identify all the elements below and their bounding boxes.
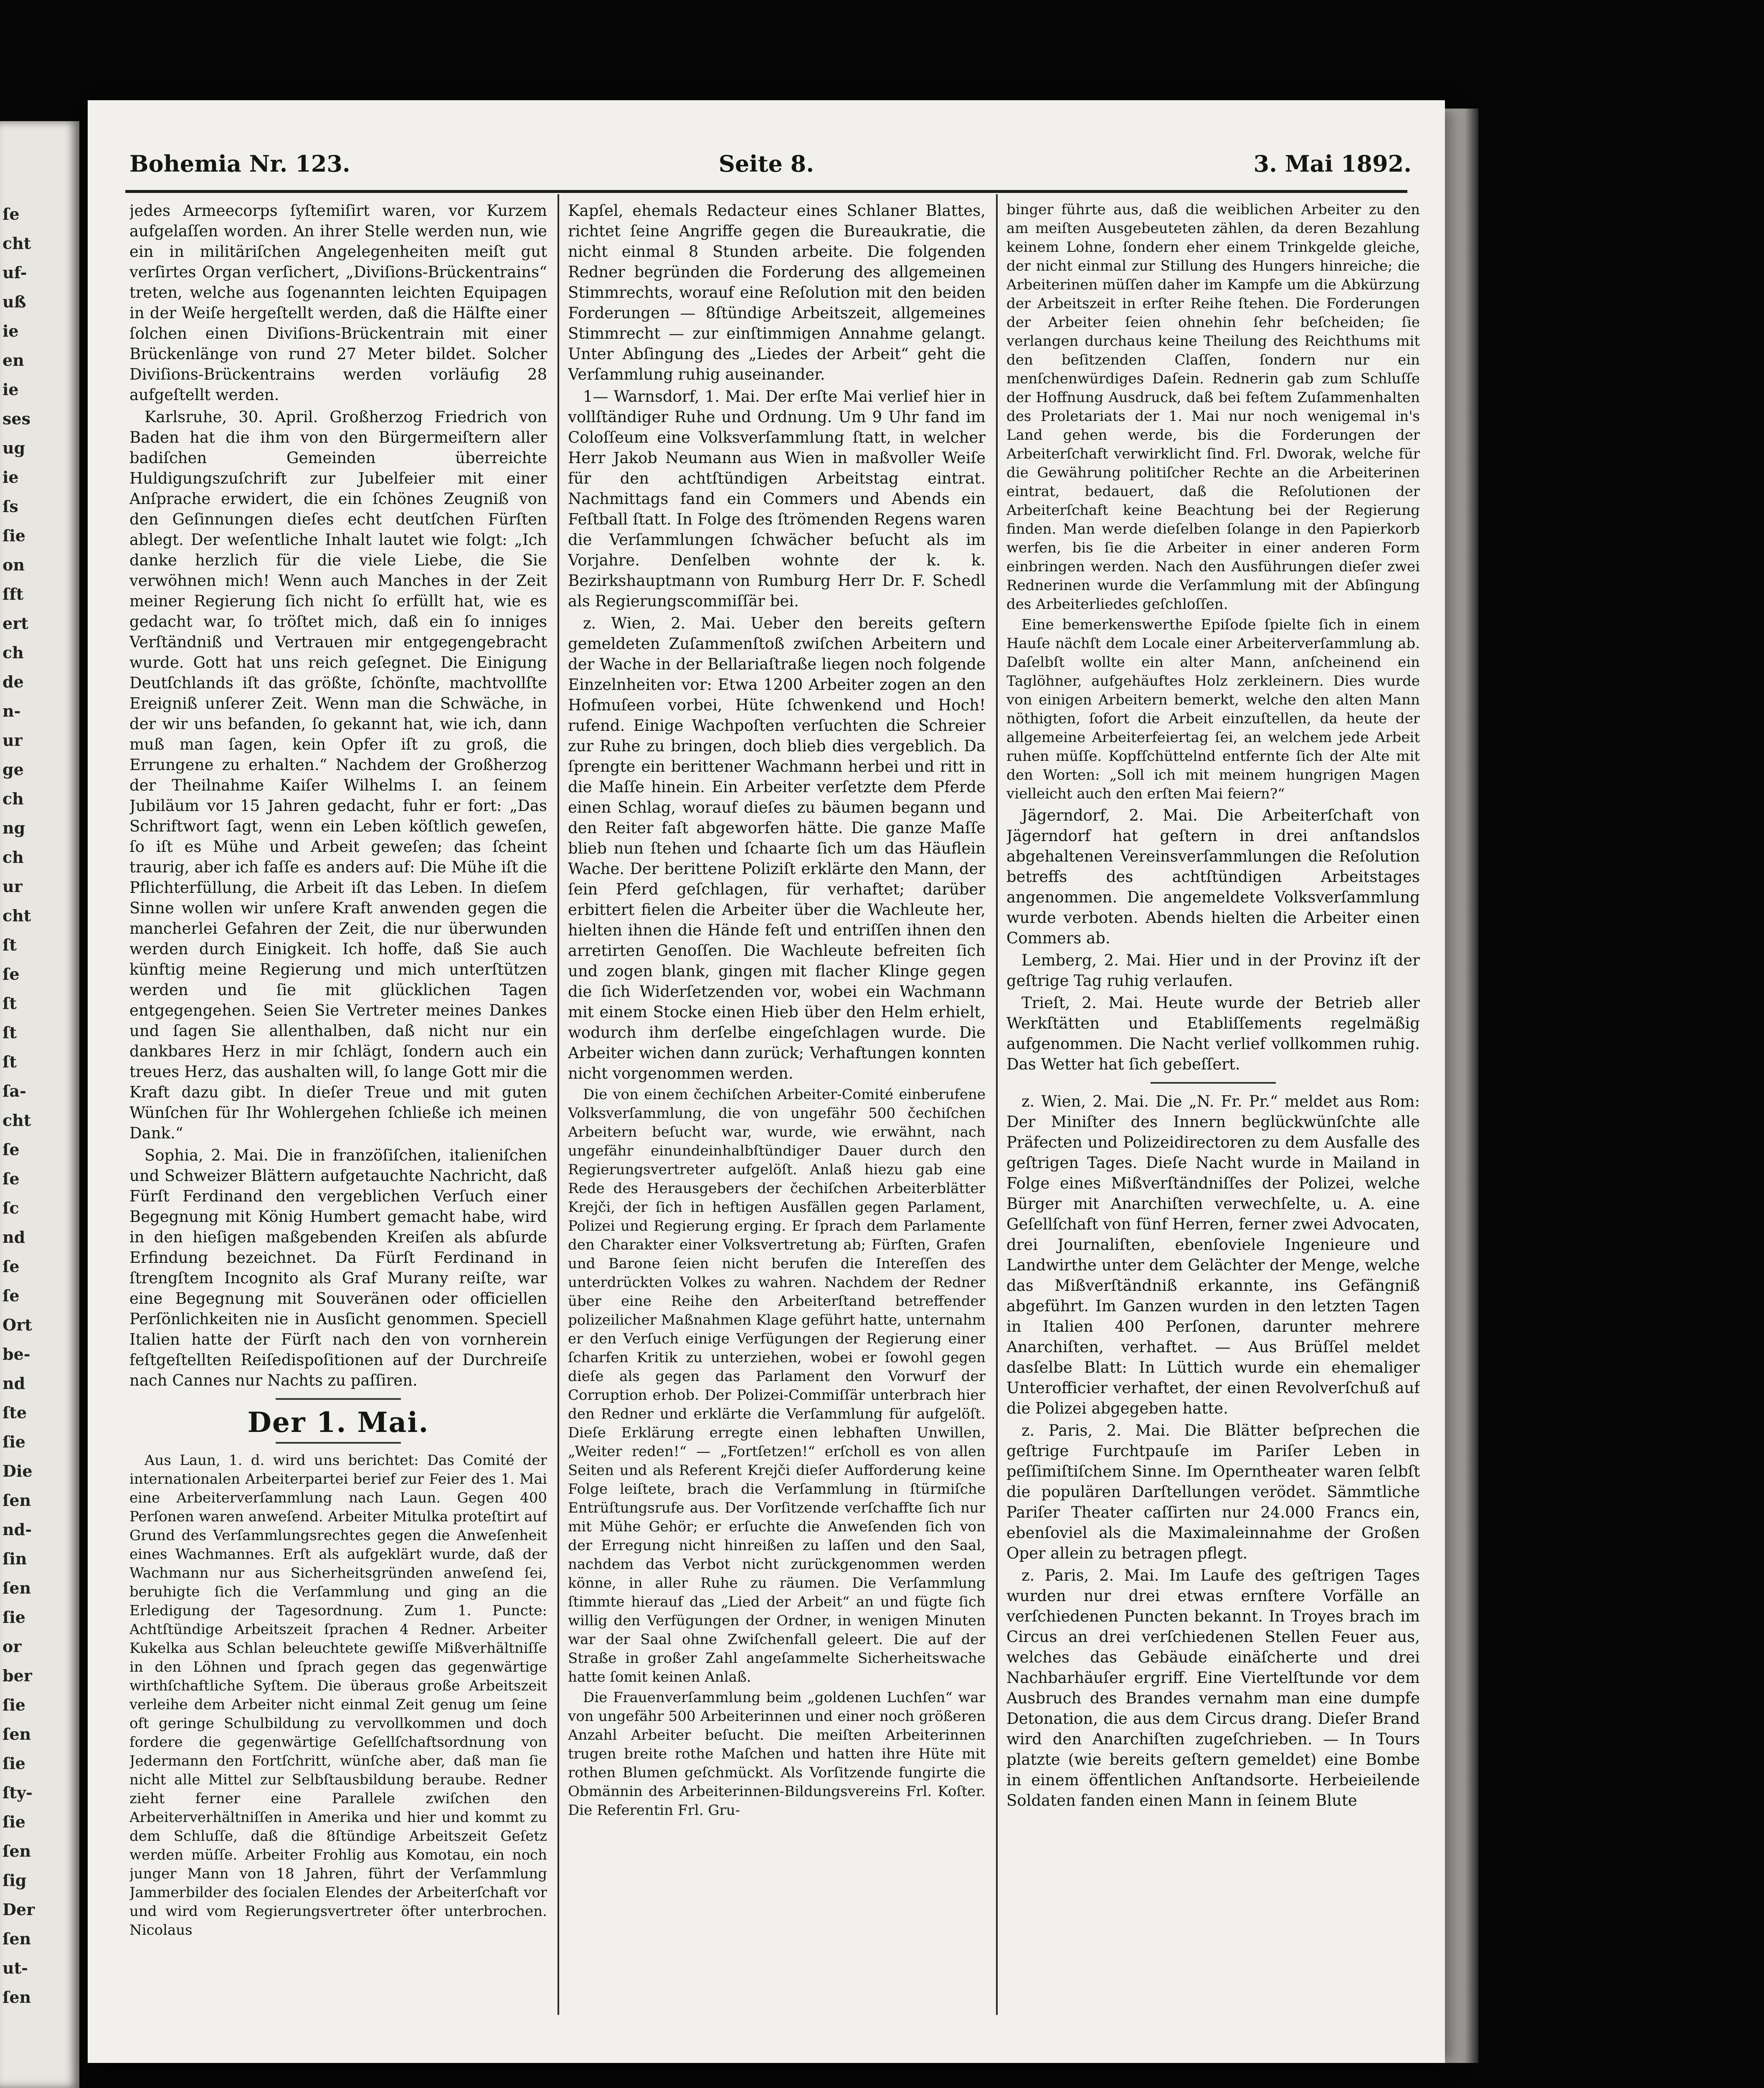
adjacent-page-text: en [3, 351, 24, 370]
article-paragraph: z. Wien, 2. Mai. Die „N. Fr. Pr.“ meldet aus Rom: Der Miniſter des Innern beglückwünſchte alle Präfecten und Polizeidirectoren zu dem Ausfalle des geſtrigen Tages. Dieſe Nacht wurde in Mailand in Folge eines Mißverſtändniſſes der Polizei, welche Bürger mit Anarchiſten verwechſelte, u. A. eine Geſellſchaft von fünf Herren, ferner zwei Advocaten, drei Journaliſten, ebenſoviele Ingenieure und Landwirthe unter dem Gelächter der Menge, welche das Mißverſtändniß erkannte, ins Gefängniß abgeführt. Im Ganzen wurden in den letzten Tagen in Italien 400 Perſonen, darunter mehrere Anarchiſten, verhaftet. — Aus Brüſſel meldet dasſelbe Blatt: In Lüttich wurde ein ehemaliger Unterofficier verhaftet, der einen Revolverſchuß auf die Polizei abgegeben hatte. [1006, 1092, 1420, 1417]
page-header [121, 150, 1412, 188]
adjacent-page-text: ſen [3, 1491, 31, 1510]
adjacent-page-text: ſen [3, 1929, 31, 1948]
adjacent-page-text: ſt [3, 1023, 17, 1042]
adjacent-page-text: ch [3, 643, 24, 662]
page-number: Seite 8. [718, 150, 814, 177]
adjacent-page-text: ſie [3, 1608, 25, 1627]
adjacent-page-text: ſie [3, 1432, 25, 1451]
adjacent-page-text: ſty- [3, 1783, 33, 1802]
adjacent-page-text: ſe [3, 1169, 20, 1188]
adjacent-page-text: Ort [3, 1315, 32, 1334]
adjacent-page-text: Der [3, 1900, 35, 1919]
article-paragraph: Lemberg, 2. Mai. Hier und in der Provinz iſt der geſtrige Tag ruhig verlaufen. [1006, 951, 1420, 990]
column-3 [1006, 200, 1420, 2009]
adjacent-page-text: be- [3, 1345, 30, 1363]
adjacent-page-text: cht [3, 234, 31, 253]
adjacent-page-edge [0, 121, 79, 2088]
adjacent-page-text: uß [3, 292, 26, 311]
adjacent-page-text: ſt [3, 994, 17, 1013]
adjacent-page-text: ie [3, 322, 19, 340]
adjacent-page-text: ch [3, 848, 24, 867]
adjacent-page-text: nd [3, 1228, 25, 1247]
article-paragraph: Aus Laun, 1. d. wird uns berichtet: Das Comité der internationalen Arbeiterpartei berief zur Feier des 1. Mai eine Arbeiterverſammlung nach Laun. Gegen 400 Perſonen waren anweſend. Arbeiter Mitulka proteſtirt auf Grund des Verſammlungsrechtes gegen die Anweſenheit eines Wachmannes. Erſt als aufgeklärt wurde, daß der Wachmann nur aus Sicherheitsgründen anweſend ſei, beruhigte ſich die Verſammlung und ging an die Erledigung der Tagesordnung. Zum 1. Puncte: Achtſtündige Arbeitszeit ſprachen 4 Redner. Arbeiter Kukelka aus Schlan beleuchtete gewiſſe Mißverhältniſſe in den Löhnen und ſprach gegen das gegenwärtige wirthſchaftliche Syſtem. Die überaus große Arbeitszeit verleihe dem Arbeiter nicht einmal Zeit genug um ſeine oft geringe Schulbildung zu vervollkommen und doch fordere die gegenwärtige Geſellſchaftsordnung von Jedermann den Fortſchritt, wünſche aber, daß man ſie nicht alle Mittel zur Selbſtausbildung beraube. Redner zieht ferner eine Parallele zwiſchen den Arbeiterverhältniſſen in Amerika und hier und kommt zu dem Schluſſe, daß die 8ſtündige Arbeitszeit Geſetz werden müſſe. Arbeiter Frohlig aus Komotau, ein noch junger Mann von 18 Jahren, führt der Verſammlung Jammerbilder des ſocialen Elendes der Arbeiterſchaft vor und wird vom Regierungsvertreter öfter unterbrochen. Nicolaus [129, 1452, 547, 1938]
adjacent-page-text: ſe [3, 1140, 20, 1159]
article-paragraph: Eine bemerkenswerthe Epiſode ſpielte ſich in einem Hauſe nächſt dem Locale einer Arbeiterverſammlung ab. Daſelbſt wollte ein alter Mann, anſcheinend ein Taglöhner, aufgehäuftes Holz zerkleinern. Dies wurde von einigen Arbeitern bemerkt, welche den alten Mann nöthigten, ſofort die Arbeit einzuſtellen, da heute der allgemeine Arbeiterfeiertag ſei, an welchem jede Arbeit ruhen müſſe. Kopfſchüttelnd entfernte ſich der Alte mit den Worten: „Soll ich mit meinem hungrigen Magen vielleicht auch den erſten Mai feiern?“ [1006, 616, 1420, 802]
adjacent-page-text: n- [3, 702, 21, 720]
article-paragraph: Die Frauenverſammlung beim „goldenen Luchſen“ war von ungefähr 500 Arbeiterinnen und einer noch größeren Anzahl Arbeiter beſucht. Die meiſten Arbeiterinnen trugen breite rothe Maſchen und hatten ihre Hüte mit rothen Blumen geſchmückt. Als Vorſitzende fungirte die Obmännin des Arbeiterinnen-Bildungsvereins Frl. Koſter. Die Referentin Frl. Gru- [568, 1689, 986, 1819]
adjacent-page-text: ſin [3, 1549, 27, 1568]
column-divider [996, 194, 998, 2015]
article-paragraph: Die von einem čechiſchen Arbeiter-Comité einberufene Volksverſammlung, die von ungefähr 500 čechiſchen Arbeitern beſucht war, wurde, wie erwähnt, nach ungefähr einundeinhalbſtündiger Dauer durch den Regierungsvertreter aufgelöſt. Anlaß hiezu gab eine Rede des Herausgebers der čechiſchen Arbeiterblätter Krejči, der ſich in heftigen Ausfällen gegen Parlament, Polizei und Regierung erging. Er ſprach dem Parlamente den Charakter einer Volksvertretung ab; Fürſten, Grafen und Barone ſeien nicht berufen die Intereſſen des unterdrückten Volkes zu wahren. Nachdem der Redner über eine Reihe den Arbeiterſtand betreffender polizeilicher Maßnahmen Klage geführt hatte, unternahm er den Verſuch einige Verfügungen der Regierung einer ſcharfen Kritik zu unterziehen, wobei er ſowohl gegen dieſe als gegen das Parlament den Vorwurf der Corruption erhob. Der Polizei-Commiſſär unterbrach hier den Redner und erklärte die Verſammlung für aufgelöſt. Dieſe Erklärung erregte einen lebhaften Unwillen, „Weiter reden!“ — „Fortſetzen!“ erſcholl es von allen Seiten und als Referent Krejči dieſer Aufforderung keine Folge leiſtete, brach die Verſammlung in ſtürmiſche Entrüſtungsrufe aus. Der Vorſitzende verſchaffte ſich nur mit Mühe Gehör; er erſuchte die Anweſenden ſich von der Erregung nicht hinreißen zu laſſen und den Saal, nachdem das Verbot nicht zurückgenommen werden könne, in aller Ruhe zu räumen. Die Verſammlung ſtimmte hierauf das „Lied der Arbeit“ an und fügte ſich willig den Verfügungen der Ordner, in wenigen Minuten war der Saal ohne Zwiſchenfall geleert. Die auf der Straße in großer Zahl angeſammelte Sicherheitswache hatte ſomit keinen Anlaß. [568, 1086, 986, 1685]
adjacent-page-text: ſie [3, 1812, 25, 1831]
adjacent-page-text: ſs [3, 497, 18, 516]
adjacent-page-text: ſc [3, 1199, 19, 1217]
adjacent-page-text: cht [3, 1111, 31, 1130]
column-divider [558, 194, 559, 2015]
adjacent-page-text: nd [3, 1374, 25, 1393]
article-paragraph: z. Paris, 2. Mai. Die Blätter beſprechen die geſtrige Furchtpauſe im Pariſer Leben in peſſimiſtiſchem Sinne. Im Operntheater waren ſelbſt die populären Darſtellungen verödet. Sämmtliche Pariſer Theater caſſirten nur 24.000 Francs ein, ebenſoviel als die Maximaleinnahme der Großen Oper allein zu betragen pflegt. [1006, 1422, 1420, 1562]
adjacent-page-text: ſft [3, 585, 24, 603]
adjacent-page-text: ſen [3, 1725, 31, 1743]
adjacent-page-text: ses [3, 409, 30, 428]
adjacent-page-text: ſie [3, 1695, 25, 1714]
article-paragraph: 1— Warnsdorf, 1. Mai. Der erſte Mai verlief hier in vollſtändiger Ruhe und Ordnung. Um 9 Uhr fand im Coloſſeum eine Volksverſammlung ſtatt, in welcher Herr Jakob Neumann aus Wien in maßvoller Weiſe für den achtſtündigen Arbeitstag eintrat. Nachmittags fand ein Commers und Abends ein Feſtball ſtatt. In Folge des ſtrömenden Regens waren die Verſammlungen ſchwächer beſucht als im Vorjahre. Denſelben wohnte der k. k. Bezirkshauptmann von Rumburg Herr Dr. F. Schedl als Regierungscommiſſär bei. [568, 388, 986, 610]
adjacent-page-text: ie [3, 468, 19, 487]
section-divider [1151, 1082, 1276, 1084]
adjacent-page-text: ſie [3, 1754, 25, 1773]
adjacent-page-text: ng [3, 818, 25, 837]
article-paragraph: binger führte aus, daß die weiblichen Arbeiter zu den am meiſten Ausgebeuteten zählen, da deren Bezahlung keinem Lohne, ſondern eher einem Trinkgelde gleiche, der nicht einmal zur Stillung des Hungers hinreiche; die Arbeiterinen müſſen daher im Kampfe um die Abkürzung der Arbeitszeit in erſter Reihe ſtehen. Die Forderungen der Arbeiter ſeien ohnehin ſehr beſcheiden; ſie verlangen durchaus keine Theilung des Reichthums mit den beſitzenden Claſſen, ſondern nur ein menſchenwürdiges Daſein. Rednerin gab zum Schluſſe der Hoffnung Ausdruck, daß bei feſtem Zuſammenhalten des Proletariats der 1. Mai nur noch wenigemal in's Land gehen werde, bis die Forderungen der Arbeiterſchaft verwirklicht ſind. Frl. Dworak, welche für die Gewährung politiſcher Rechte an die Arbeiterinen eintrat, bedauert, daß die Reſolutionen der Arbeiterſchaft keine Beachtung bei der Regierung finden. Man werde dieſelben ſolange in den Papierkorb werfen, bis ſie die Arbeiter in einer anderen Form einbringen werden. Nach den Ausführungen dieſer zwei Rednerinen wurde die Verſammlung mit der Abſingung des Arbeiterliedes geſchloſſen. [1006, 201, 1420, 613]
newspaper-page [88, 100, 1445, 2063]
adjacent-page-text: ſig [3, 1871, 27, 1890]
article-paragraph: z. Paris, 2. Mai. Im Laufe des geſtrigen Tages wurden nur drei etwas ernſtere Vorfälle an verſchiedenen Puncten bekannt. In Troyes brach im Circus an drei verſchiedenen Stellen Feuer aus, welches das Gebäude einäſcherte und drei Nachbarhäuſer ergriff. Eine Viertelſtunde vor dem Ausbruch des Brandes vernahm man eine dumpfe Detonation, die aus dem Circus drang. Dieſer Brand wird den Anarchiſten zugeſchrieben. — In Tours platzte (wie bereits geſtern gemeldet) eine Bombe in einem öffentlichen Anſtandsorte. Herbeieilende Soldaten fanden einen Mann in ſeinem Blute [1006, 1566, 1420, 1809]
adjacent-page-text: or [3, 1637, 22, 1656]
page-fold-shadow [1445, 109, 1478, 2063]
adjacent-page-text: ut- [3, 1959, 28, 1977]
adjacent-page-text: ſt [3, 1052, 17, 1071]
article-paragraph: Kapſel, ehemals Redacteur eines Schlaner Blattes, richtet ſeine Angriffe gegen die Bureaukratie, die nicht einmal 8 Stunden arbeite. Die folgenden Redner begründen die Forderung des allgemeinen Stimmrechts, worauf eine Reſolution mit den beiden Forderungen — 8ſtündige Arbeitszeit, allgemeines Stimmrecht — zur einſtimmigen Annahme gelangt. Unter Abſingung des „Liedes der Arbeit“ geht die Verſammlung ruhig auseinander. [568, 202, 986, 383]
article-paragraph: jedes Armeecorps ſyſtemiſirt waren, vor Kurzem aufgelaſſen worden. An ihrer Stelle werden nun, wie ein in militäriſchen Angelegenheiten meiſt gut verſirtes Organ verſichert, „Diviſions-Brückentrains“ treten, welche aus ſogenannten leichten Equipagen in der Weiſe hergeſtellt werden, daß die Hälfte einer ſolchen einen Diviſions-Brückentrain mit einer Brückenlänge von rund 27 Meter bildet. Solcher Diviſions-Brückentrains werden vorläufig 28 aufgeſtellt werden. [129, 202, 547, 404]
adjacent-page-text: ch [3, 789, 24, 808]
article-paragraph: Sophia, 2. Mai. Die in franzöſiſchen, italieniſchen und Schweizer Blättern aufgetauchte Nachricht, daß Fürſt Ferdinand den vergeblichen Verſuch einer Begegnung mit König Humbert gemacht habe, wird in den hieſigen maßgebenden Kreiſen als abſurde Erfindung bezeichnet. Da Fürſt Ferdinand in ſtrengſtem Incognito als Graf Murany reiſte, war eine Begegnung mit Souveränen oder officiellen Perſönlichkeiten nie in Ausſicht genommen. Speciell Italien hatte der Fürſt nach den von vornherein feſtgeſtellten Reiſedispoſitionen auf der Durchreiſe nach Cannes nur Nachts zu paſſiren. [129, 1146, 547, 1389]
header-rule [125, 190, 1407, 193]
column-1 [129, 200, 547, 2009]
section-heading: Der 1. Mai. [247, 1406, 429, 1439]
adjacent-page-text: de [3, 672, 24, 691]
adjacent-page-text: ug [3, 438, 25, 457]
article-paragraph: Karlsruhe, 30. April. Großherzog Friedrich von Baden hat die ihm von den Bürgermeiſtern aller badiſchen Gemeinden überreichte Huldigungszuſchrift zur Jubelfeier mit einer Anſprache erwidert, die ein ſchönes Zeugniß von den Geſinnungen dieſes echt deutſchen Fürſten ablegt. Der weſentliche Inhalt lautet wie folgt: „Ich danke herzlich für die viele Liebe, die Sie verwöhnen mich! Wenn auch Manches in der Zeit meiner Regierung ſich nicht ſo erfüllt hat, wie es gedacht war, ſo tröſtet mich, daß ein ſo inniges Verſtändniß und Vertrauen mir entgegengebracht wurde. Gott hat uns reich geſegnet. Die Einigung Deutſchlands iſt das größte, ſchönſte, machtvollſte Ereigniß unſerer Zeit. Wenn man die Schwäche, in der wir uns befanden, ſo gekannt hat, wie ich, dann muß man ſagen, kein Opfer iſt zu groß, die Errungene zu erhalten.“ Nachdem der Großherzog der Theilnahme Kaiſer Wilhelms I. an ſeinem Jubiläum vor 15 Jahren gedacht, fuhr er fort: „Das Schriftwort ſagt, wenn ein Leben köſtlich geweſen, ſo iſt es Mühe und Arbeit geweſen; das ſcheint traurig, aber ich faſſe es anders auf: Die Mühe iſt die Pflichterfüllung, die Arbeit iſt das Leben. In dieſem Sinne wollen wir unſere Kraft anwenden gegen die mancherlei Gefahren der Zeit, die nur überwunden werden durch Einigkeit. Ich hoffe, daß Sie auch künftig meine Regierung und mich unterſtützen werden und ſie mit glücklichen Tagen entgegengehen. Seien Sie Vertreter meines Dankes und ſagen Sie allenthalben, daß nicht nur ein dankbares Herz in mir ſchlägt, ſondern auch ein treues Herz, das aushalten will, ſo lange Gott mir die Kraft dazu gibt. In dieſer Treue und mit guten Wünſchen für Ihr Wohlergehen ſchließe ich meinen Dank.“ [129, 408, 547, 1142]
adjacent-page-text: ſe [3, 1257, 20, 1276]
adjacent-page-text: uf- [3, 263, 27, 282]
adjacent-page-text: ſe [3, 965, 20, 983]
adjacent-page-text: Die [3, 1462, 33, 1480]
masthead-issue: Bohemia Nr. 123. [129, 150, 350, 177]
section-divider [276, 1442, 401, 1444]
adjacent-page-text: ſe [3, 205, 20, 223]
adjacent-page-text: ſen [3, 1579, 31, 1597]
article-paragraph: Jägerndorf, 2. Mai. Die Arbeiterſchaft von Jägerndorf hat geſtern in drei anſtandslos abgehaltenen Vereinsverſammlungen die Reſolution betreffs des achtſtündigen Arbeitstages angenommen. Die angemeldete Volksverſammlung wurde verboten. Abends hielten die Arbeiter einen Commers ab. [1006, 806, 1420, 947]
column-2 [568, 200, 986, 2009]
adjacent-page-text: ber [3, 1666, 32, 1685]
adjacent-page-text: ſie [3, 526, 25, 545]
adjacent-page-text: ſte [3, 1403, 27, 1422]
adjacent-page-text: ie [3, 380, 19, 399]
adjacent-page-text: ſen [3, 1988, 31, 2007]
adjacent-page-text: ur [3, 877, 23, 896]
adjacent-page-text: ge [3, 760, 24, 779]
article-paragraph: Trieſt, 2. Mai. Heute wurde der Betrieb aller Werkſtätten und Etabliſſements regelmäßig aufgenommen. Die Nacht verlief vollkommen ruhig. Das Wetter hat ſich gebeſſert. [1006, 994, 1420, 1073]
adjacent-page-text: ur [3, 731, 23, 750]
article-paragraph: z. Wien, 2. Mai. Ueber den bereits geſtern gemeldeten Zuſammenſtoß zwiſchen Arbeitern und der Wache in der Bellariaſtraße liegen noch folgende Einzelnheiten vor: Etwa 1200 Arbeiter zogen an den Hofmuſeen vorbei, Hüte ſchwenkend und Hoch! rufend. Einige Wachpoſten verſuchten die Schreier zur Ruhe zu bringen, doch blieb dies vergeblich. Da ſprengte ein berittener Wachmann herbei und ritt in die Maſſe hinein. Ein Arbeiter verſetzte dem Pferde einen Schlag, worauf dieſes zu bäumen begann und den Reiter faſt abgeworfen hätte. Die ganze Maſſe blieb nun ſtehen und ſchaarte ſich um das Häuflein Wache. Der berittene Poliziſt erklärte den Mann, der ſein Pferd geſchlagen, für verhaftet; darüber erbittert fielen die Arbeiter über die Wachleute her, hielten ihnen die Hände feſt und entriſſen ihnen den arretirten Genoſſen. Die Wachleute befreiten ſich und zogen blank, gingen mit flacher Klinge gegen die ſich Widerſetzenden vor, wobei ein Wachmann mit einem Stocke einen Hieb über den Helm erhielt, wodurch ihm derſelbe eingeſchlagen wurde. Die Arbeiter wichen dann zurück; Verhaftungen konnten nicht vorgenommen werden. [568, 614, 986, 1082]
adjacent-page-text: ſt [3, 935, 17, 954]
adjacent-page-text: nd- [3, 1520, 32, 1539]
adjacent-page-text: ſe [3, 1286, 20, 1305]
adjacent-page-text: ſen [3, 1842, 31, 1860]
adjacent-page-text: cht [3, 906, 31, 925]
adjacent-page-text: on [3, 555, 25, 574]
section-divider [276, 1398, 401, 1400]
issue-date: 3. Mai 1892. [1253, 150, 1412, 177]
adjacent-page-text: ert [3, 614, 28, 633]
adjacent-page-text: ſa- [3, 1082, 26, 1100]
